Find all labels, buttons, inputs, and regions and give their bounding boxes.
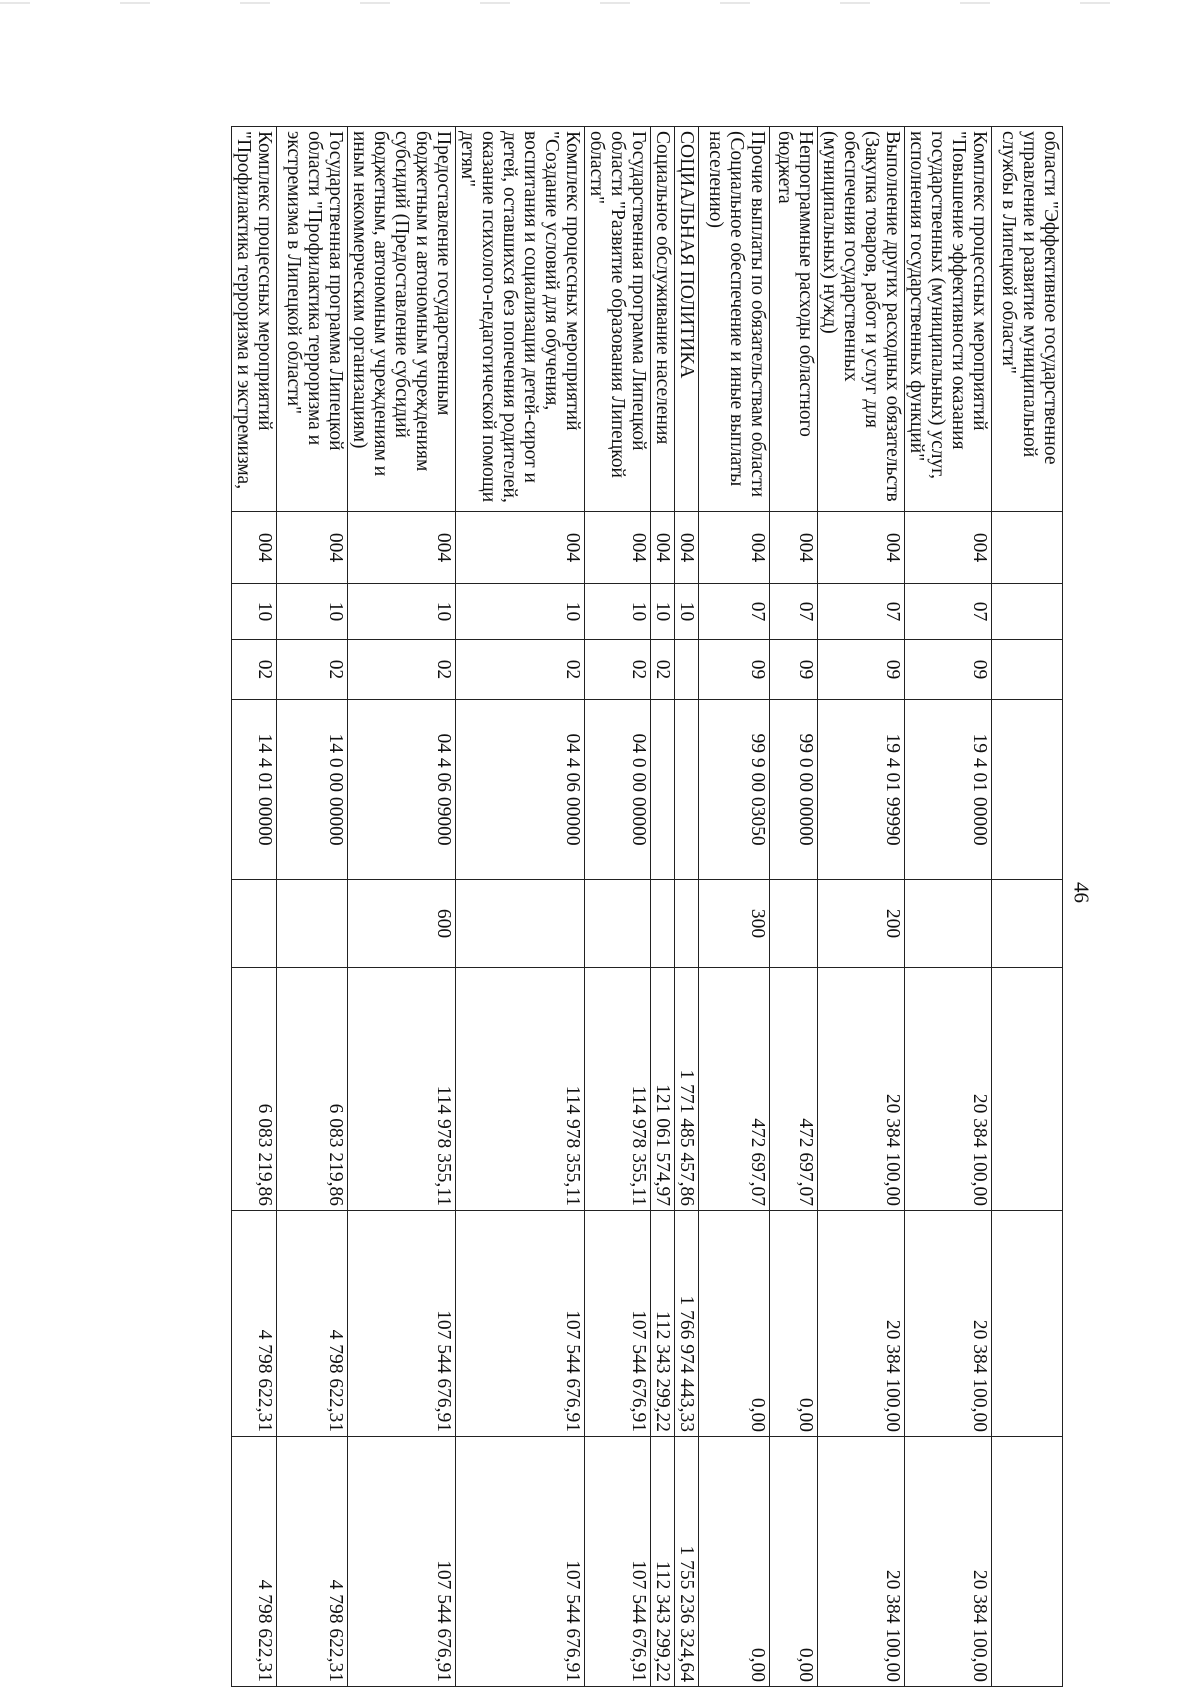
subsection-code-cell: 02 <box>277 640 348 700</box>
expense-type-cell <box>992 880 1063 968</box>
subsection-code-cell <box>675 640 699 700</box>
subsection-code-cell: 09 <box>770 640 818 700</box>
amount-2024-cell: 20 384 100,00 <box>905 1211 992 1437</box>
target-article-cell: 04 0 00 00000 <box>585 700 651 880</box>
table-row <box>818 127 905 1687</box>
table-row <box>992 127 1063 1687</box>
target-article-cell <box>651 700 675 880</box>
expense-type-cell <box>651 880 675 968</box>
ministry-code-cell: 004 <box>232 512 277 584</box>
target-article-cell: 04 4 06 00000 <box>456 700 585 880</box>
table-row <box>277 127 348 1687</box>
expense-type-cell: 300 <box>699 880 770 968</box>
amount-2025-cell: 0,00 <box>770 1437 818 1687</box>
section-code-cell: 07 <box>770 584 818 640</box>
row-name-cell: Социальное обслуживание населения <box>651 127 675 512</box>
target-article-cell: 99 0 00 00000 <box>770 700 818 880</box>
amount-2023-cell: 6 083 219,86 <box>232 968 277 1211</box>
ministry-code-cell: 004 <box>348 512 456 584</box>
expense-type-cell <box>905 880 992 968</box>
amount-2023-cell: 114 978 355,11 <box>348 968 456 1211</box>
row-name-cell: Прочие выплаты по обязательствам области (Социальное обеспечение и иные выплаты населению) <box>699 127 770 512</box>
row-name-cell: Комплекс процессных мероприятий "Профилактика терроризма и экстремизма, <box>232 127 277 512</box>
table-row <box>905 127 992 1687</box>
ministry-code-cell: 004 <box>818 512 905 584</box>
amount-2023-cell: 20 384 100,00 <box>905 968 992 1211</box>
amount-2024-cell: 4 798 622,31 <box>277 1211 348 1437</box>
expense-type-cell <box>585 880 651 968</box>
table-row <box>348 127 456 1687</box>
amount-2025-cell: 1 755 236 324,64 <box>675 1437 699 1687</box>
target-article-cell: 19 4 01 99990 <box>818 700 905 880</box>
section-code-cell: 07 <box>699 584 770 640</box>
scan-edge-noise <box>0 2 1200 6</box>
ministry-code-cell: 004 <box>770 512 818 584</box>
section-code-cell: 07 <box>905 584 992 640</box>
target-article-cell: 19 4 01 00000 <box>905 700 992 880</box>
table-row <box>232 127 277 1687</box>
subsection-code-cell: 02 <box>456 640 585 700</box>
expense-type-cell <box>770 880 818 968</box>
amount-2024-cell: 107 544 676,91 <box>585 1211 651 1437</box>
target-article-cell: 14 0 00 00000 <box>277 700 348 880</box>
ministry-code-cell: 004 <box>277 512 348 584</box>
section-code-cell <box>992 584 1063 640</box>
row-name-cell: Государственная программа Липецкой области "Развитие образования Липецкой области" <box>585 127 651 512</box>
row-name-cell: Комплекс процессных мероприятий "Повышение эффективности оказания государственных (муниципальных) услуг, исполнения государственных функций" <box>905 127 992 512</box>
table-row <box>456 127 585 1687</box>
amount-2025-cell: 20 384 100,00 <box>818 1437 905 1687</box>
expense-type-cell: 600 <box>348 880 456 968</box>
amount-2025-cell: 4 798 622,31 <box>277 1437 348 1687</box>
row-name-cell: Предоставление государственным бюджетным и автономным учреждениям субсидий (Предоставление субсидий бюджетным, автономным учреждениям и иным некоммерческим организациям) <box>348 127 456 512</box>
target-article-cell: 14 4 01 00000 <box>232 700 277 880</box>
table-body <box>232 127 1063 1687</box>
amount-2023-cell: 472 697,07 <box>699 968 770 1211</box>
target-article-cell <box>675 700 699 880</box>
expense-type-cell: 200 <box>818 880 905 968</box>
subsection-code-cell: 02 <box>651 640 675 700</box>
ministry-code-cell: 004 <box>456 512 585 584</box>
section-code-cell: 07 <box>818 584 905 640</box>
amount-2023-cell: 472 697,07 <box>770 968 818 1211</box>
target-article-cell: 04 4 06 09000 <box>348 700 456 880</box>
subsection-code-cell: 09 <box>818 640 905 700</box>
amount-2025-cell: 107 544 676,91 <box>348 1437 456 1687</box>
target-article-cell: 99 9 00 03050 <box>699 700 770 880</box>
table-row <box>699 127 770 1687</box>
expense-type-cell <box>675 880 699 968</box>
amount-2024-cell: 0,00 <box>699 1211 770 1437</box>
subsection-code-cell: 02 <box>348 640 456 700</box>
amount-2023-cell <box>992 968 1063 1211</box>
ministry-code-cell: 004 <box>675 512 699 584</box>
section-code-cell: 10 <box>232 584 277 640</box>
rotated-table-container <box>116 126 1063 1686</box>
amount-2024-cell: 20 384 100,00 <box>818 1211 905 1437</box>
rotated-table-wrapper <box>116 126 1200 1682</box>
amount-2023-cell: 6 083 219,86 <box>277 968 348 1211</box>
amount-2025-cell: 112 343 299,22 <box>651 1437 675 1687</box>
amount-2025-cell: 0,00 <box>699 1437 770 1687</box>
expense-type-cell <box>232 880 277 968</box>
row-name-cell: Выполнение других расходных обязательств (Закупка товаров, работ и услуг для обеспечения государственных (муниципальных) нужд) <box>818 127 905 512</box>
amount-2025-cell: 107 544 676,91 <box>585 1437 651 1687</box>
subsection-code-cell: 02 <box>232 640 277 700</box>
table-row <box>770 127 818 1687</box>
amount-2023-cell: 1 771 485 457,86 <box>675 968 699 1211</box>
table-row <box>675 127 699 1687</box>
amount-2024-cell <box>992 1211 1063 1437</box>
section-code-cell: 10 <box>585 584 651 640</box>
table-row <box>585 127 651 1687</box>
row-name-cell: Комплекс процессных мероприятий "Создание условий для обучения, воспитания и социализации детей-сирот и детей, оставшихся без попечения родителей, оказание психолого-педагогической помощи детям" <box>456 127 585 512</box>
row-name-cell: Государственная программа Липецкой области "Профилактика терроризма и экстремизма в Липецкой области" <box>277 127 348 512</box>
amount-2023-cell: 121 061 574,97 <box>651 968 675 1211</box>
ministry-code-cell: 004 <box>699 512 770 584</box>
amount-2024-cell: 112 343 299,22 <box>651 1211 675 1437</box>
section-code-cell: 10 <box>675 584 699 640</box>
expense-type-cell <box>456 880 585 968</box>
amount-2023-cell: 114 978 355,11 <box>585 968 651 1211</box>
row-name-cell: Непрограммные расходы областного бюджета <box>770 127 818 512</box>
page-number: 46 <box>1069 882 1094 903</box>
row-name-cell: области "Эффективное государственное управление и развитие муниципальной службы в Липецкой области" <box>992 127 1063 512</box>
table-row <box>651 127 675 1687</box>
ministry-code-cell: 004 <box>905 512 992 584</box>
section-code-cell: 10 <box>456 584 585 640</box>
amount-2023-cell: 20 384 100,00 <box>818 968 905 1211</box>
section-code-cell: 10 <box>651 584 675 640</box>
amount-2023-cell: 114 978 355,11 <box>456 968 585 1211</box>
amount-2025-cell: 4 798 622,31 <box>232 1437 277 1687</box>
amount-2024-cell: 1 766 974 443,33 <box>675 1211 699 1437</box>
amount-2025-cell: 20 384 100,00 <box>905 1437 992 1687</box>
expense-type-cell <box>277 880 348 968</box>
ministry-code-cell: 004 <box>651 512 675 584</box>
ministry-code-cell <box>992 512 1063 584</box>
subsection-code-cell: 09 <box>699 640 770 700</box>
amount-2025-cell: 107 544 676,91 <box>456 1437 585 1687</box>
section-code-cell: 10 <box>277 584 348 640</box>
subsection-code-cell: 09 <box>905 640 992 700</box>
amount-2024-cell: 107 544 676,91 <box>456 1211 585 1437</box>
subsection-code-cell <box>992 640 1063 700</box>
row-name-cell: СОЦИАЛЬНАЯ ПОЛИТИКА <box>675 127 699 512</box>
target-article-cell <box>992 700 1063 880</box>
section-code-cell: 10 <box>348 584 456 640</box>
budget-table <box>231 126 1063 1687</box>
amount-2024-cell: 107 544 676,91 <box>348 1211 456 1437</box>
amount-2024-cell: 0,00 <box>770 1211 818 1437</box>
amount-2025-cell <box>992 1437 1063 1687</box>
ministry-code-cell: 004 <box>585 512 651 584</box>
subsection-code-cell: 02 <box>585 640 651 700</box>
amount-2024-cell: 4 798 622,31 <box>232 1211 277 1437</box>
